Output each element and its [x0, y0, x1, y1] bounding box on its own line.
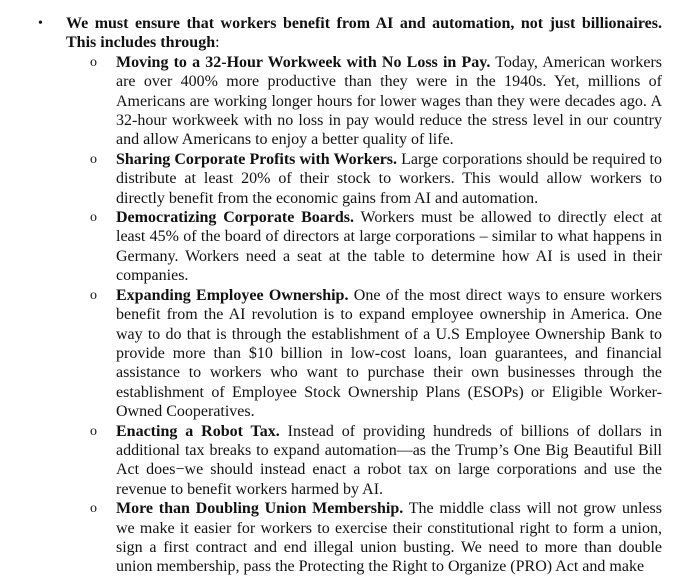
sub-bullet-icon: o: [90, 151, 97, 167]
item-text: The middle class will not grow unless we make it easier for workers to exercise their constitutional right to form a union, sign a first contract and end illegal union busting. We need to more than double union membership, pass the Protecting the Right to Organize (PRO) Act and make: [116, 500, 662, 576]
sub-bullet-icon: o: [90, 423, 97, 439]
list-item: [90, 208, 663, 286]
list-item: [90, 286, 663, 422]
list-item: [90, 422, 662, 500]
sub-bullet-icon: o: [90, 210, 97, 226]
item-title: Expanding Employee Ownership.: [116, 286, 349, 304]
item-text: Today, American workers are over 400% more productive than they were in the 1940s. Yet, millions of Americans are working longer hours for lower wages than they were decades ago. A 32-hour workweek with no loss in pay would reduce the stress level in our country and allow Americans to enjoy a better quality of life.: [116, 53, 662, 149]
list-item: [90, 150, 662, 208]
item-title: More than Doubling Union Membership.: [116, 500, 404, 518]
item-title: Enacting a Robot Tax.: [116, 422, 280, 440]
sub-bullet-icon: o: [90, 501, 97, 517]
sub-bullet-icon: o: [90, 287, 97, 303]
item-text: One of the most direct ways to ensure workers benefit from the AI revolution is to expand employee ownership in America. One way to do that is through the establishment of a U.S Employee Ownership Bank to provide more than $10 billion in low-cost loans, loan guarantees, and financial assistance to workers who want to purchase their own businesses through the establishment of Employee Stock Ownership Plans (ESOPs) or Eligible Worker-Owned Cooperatives.: [116, 286, 663, 421]
main-bullet: [38, 14, 663, 577]
list-item: [90, 53, 662, 150]
bullet-icon: •: [38, 16, 43, 31]
item-title: Democratizing Corporate Boards.: [116, 209, 355, 227]
item-text: Instead of providing hundreds of billions of dollars in additional tax breaks to expand automation—as the Trump’s One Big Beautiful Bill Act does−we should instead enact a robot tax on large corporations and use the revenue to benefit workers harmed by AI.: [116, 422, 662, 498]
item-text: Large corporations should be required to distribute at least 20% of their stock to workers. This would allow workers to directly benefit from the economic gains from AI and automation.: [116, 150, 662, 207]
sub-list: [66, 53, 662, 577]
document-body: [0, 14, 680, 577]
main-bullet-suffix: :: [215, 34, 220, 52]
item-title: Sharing Corporate Profits with Workers.: [116, 150, 398, 168]
sub-bullet-icon: o: [90, 54, 97, 70]
main-bullet-heading: We must ensure that workers benefit from AI and automation, not just billionaires. This includes through: [66, 15, 662, 52]
item-title: Moving to a 32-Hour Workweek with No Loss in Pay.: [116, 53, 491, 71]
item-text: Workers must be allowed to directly elect at least 45% of the board of directors at large corporations – similar to what happens in Germany. Workers need a seat at the table to determine how AI is used in their companies.: [116, 209, 663, 285]
list-item: [90, 499, 662, 577]
